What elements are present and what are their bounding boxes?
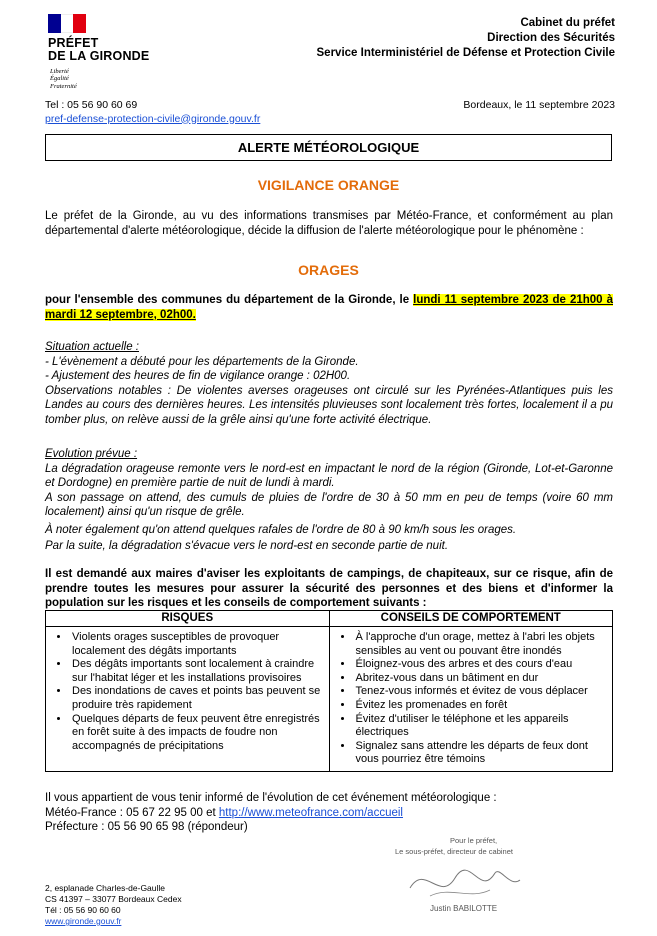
advice-cell [329,627,613,772]
document-date: Bordeaux, le 11 septembre 2023 [463,99,615,111]
risk-item: • Des inondations de caves et points bas peuvent se produire très rapidement [70,685,325,712]
request-paragraph: Il est demandé aux maires d'aviser les exploitants de campings, de chapiteaux, sur ce risque, afin de prendre toutes les mesures pour assurer la sécurité des personnes et des biens et d'informer la population sur les risques et les conseils de comportement suivants : [45,568,613,609]
scope-paragraph: pour l'ensemble des communes du département de la Gironde, le lundi 11 septembre 2023 de 21h00 à mardi 12 septembre, 02h00. [45,294,613,321]
situation-section: Situation actuelle : - L'évènement a débuté pour les départements de la Gironde. - Ajustement des heures de fin de vigilance orange : 02H00. Observations notables : De violentes averses orageuses ont circulé sur les Pyrénées-Atlantiques puis les Landes au cours des dernières heures. Les intensités pluvieuses sont localement très fortes, localement il a pu tomber plus, on relève aussi de la grêle ainsi qu'une forte activité électrique. [45,341,613,426]
department-header: Cabinet du préfet Direction des Sécurités Service Interministériel de Défense et Protection Civile [316,17,615,59]
risk-item: • Violents orages susceptibles de provoquer localement des dégâts importants [70,631,325,658]
prefecture-logo-text: PRÉFET DE LA GIRONDE [48,36,150,63]
situation-heading: Situation actuelle : [45,341,139,353]
risks-advice-table [45,610,613,772]
contact-phone: Tel : 05 56 90 60 69 [45,99,138,111]
advice-item: • Abritez-vous dans un bâtiment en dur [354,672,609,686]
address-block: 2, esplanade Charles-de-Gaulle CS 41397 – 33077 Bordeaux Cedex Tél : 05 56 90 60 60 www.gironde.gouv.fr [45,883,182,926]
contact-email-link[interactable]: pref-defense-protection-civile@gironde.gouv.fr [45,112,261,125]
republic-motto: Liberté Égalité Fraternité [50,68,77,90]
risk-item: • Des dégâts importants sont localement à craindre sur l'habitat léger et les installations provisoires [70,658,325,685]
advice-column-header: CONSEILS DE COMPORTEMENT [329,611,613,627]
french-flag-logo [48,14,86,33]
contact-block [45,99,260,126]
risks-cell [46,627,330,772]
evolution-heading: Evolution prévue : [45,448,138,460]
advice-item: • Évitez d'utiliser le téléphone et les appareils électriques [354,713,609,740]
observations-text: Observations notables : De violentes averses orageuses ont circulé sur les Pyrénées-Atlantiques puis les Landes au cours des dernières heures. Les intensités pluvieuses sont localement très fortes, localement il a pu tomber plus, on relève aussi de la grêle ainsi qu'une forte activité électrique. [45,384,613,426]
risks-column-header: RISQUES [46,611,330,627]
advice-item: • Évitez les promenades en forêt [354,699,609,713]
website-link[interactable]: www.gironde.gouv.fr [45,916,122,926]
alert-period: lundi 11 septembre 2023 de 21h00 à mardi 12 septembre, 02h00. [45,294,613,321]
advice-item: • Tenez-vous informés et évitez de vous déplacer [354,685,609,699]
handwritten-signature [400,858,530,906]
risk-item: • Quelques départs de feux peuvent être enregistrés en forêt suite à des impacts de foudre non accompagnés de précipitations [70,713,325,754]
alert-title: ALERTE MÉTÉOROLOGIQUE [45,134,612,161]
signature-block: Pour le préfet, Le sous-préfet, directeur de cabinet Justin BABILOTTE [395,836,535,916]
closing-section: Il vous appartient de vous tenir informé de l'évolution de cet événement météorologique : Météo-France : 05 67 22 95 00 et http://www.meteofrance.com/accueil Préfecture : 05 56 90 65 98 (répondeur) [45,792,497,833]
vigilance-level: VIGILANCE ORANGE [257,177,400,193]
phenomenon-title: ORAGES [298,262,359,278]
advice-item: • Signalez sans attendre les départs de feux dont vous pourriez être témoins [354,740,609,767]
evolution-section: Evolution prévue : La dégradation orageuse remonte vers le nord-est en impactant le nord de la région (Gironde, Lot-et-Garonne et Dordogne) en première partie de nuit de lundi à mardi. A son passage on attend, des cumuls de pluies de l'ordre de 30 à 50 mm en peu de temps (voire 60 mm localement) ainsi qu'un risque de grêle. À noter également qu'on attend quelques rafales de l'ordre de 80 à 90 km/h sous les orages. Par la suite, la dégradation s'évacue vers le nord-est en seconde partie de nuit. [45,448,613,552]
advice-item: • À l'approche d'un orage, mettez à l'abri les objets sensibles au vent ou pouvant être inondés [354,631,609,658]
intro-paragraph: Le préfet de la Gironde, au vu des informations transmises par Météo-France, et conformément au plan départemental d'alerte météorologique, décide la diffusion de l'alerte météorologique pour le phénomène : [45,210,613,237]
meteofrance-link[interactable]: http://www.meteofrance.com/accueil [218,806,403,819]
advice-item: • Éloignez-vous des arbres et des cours d'eau [354,658,609,672]
